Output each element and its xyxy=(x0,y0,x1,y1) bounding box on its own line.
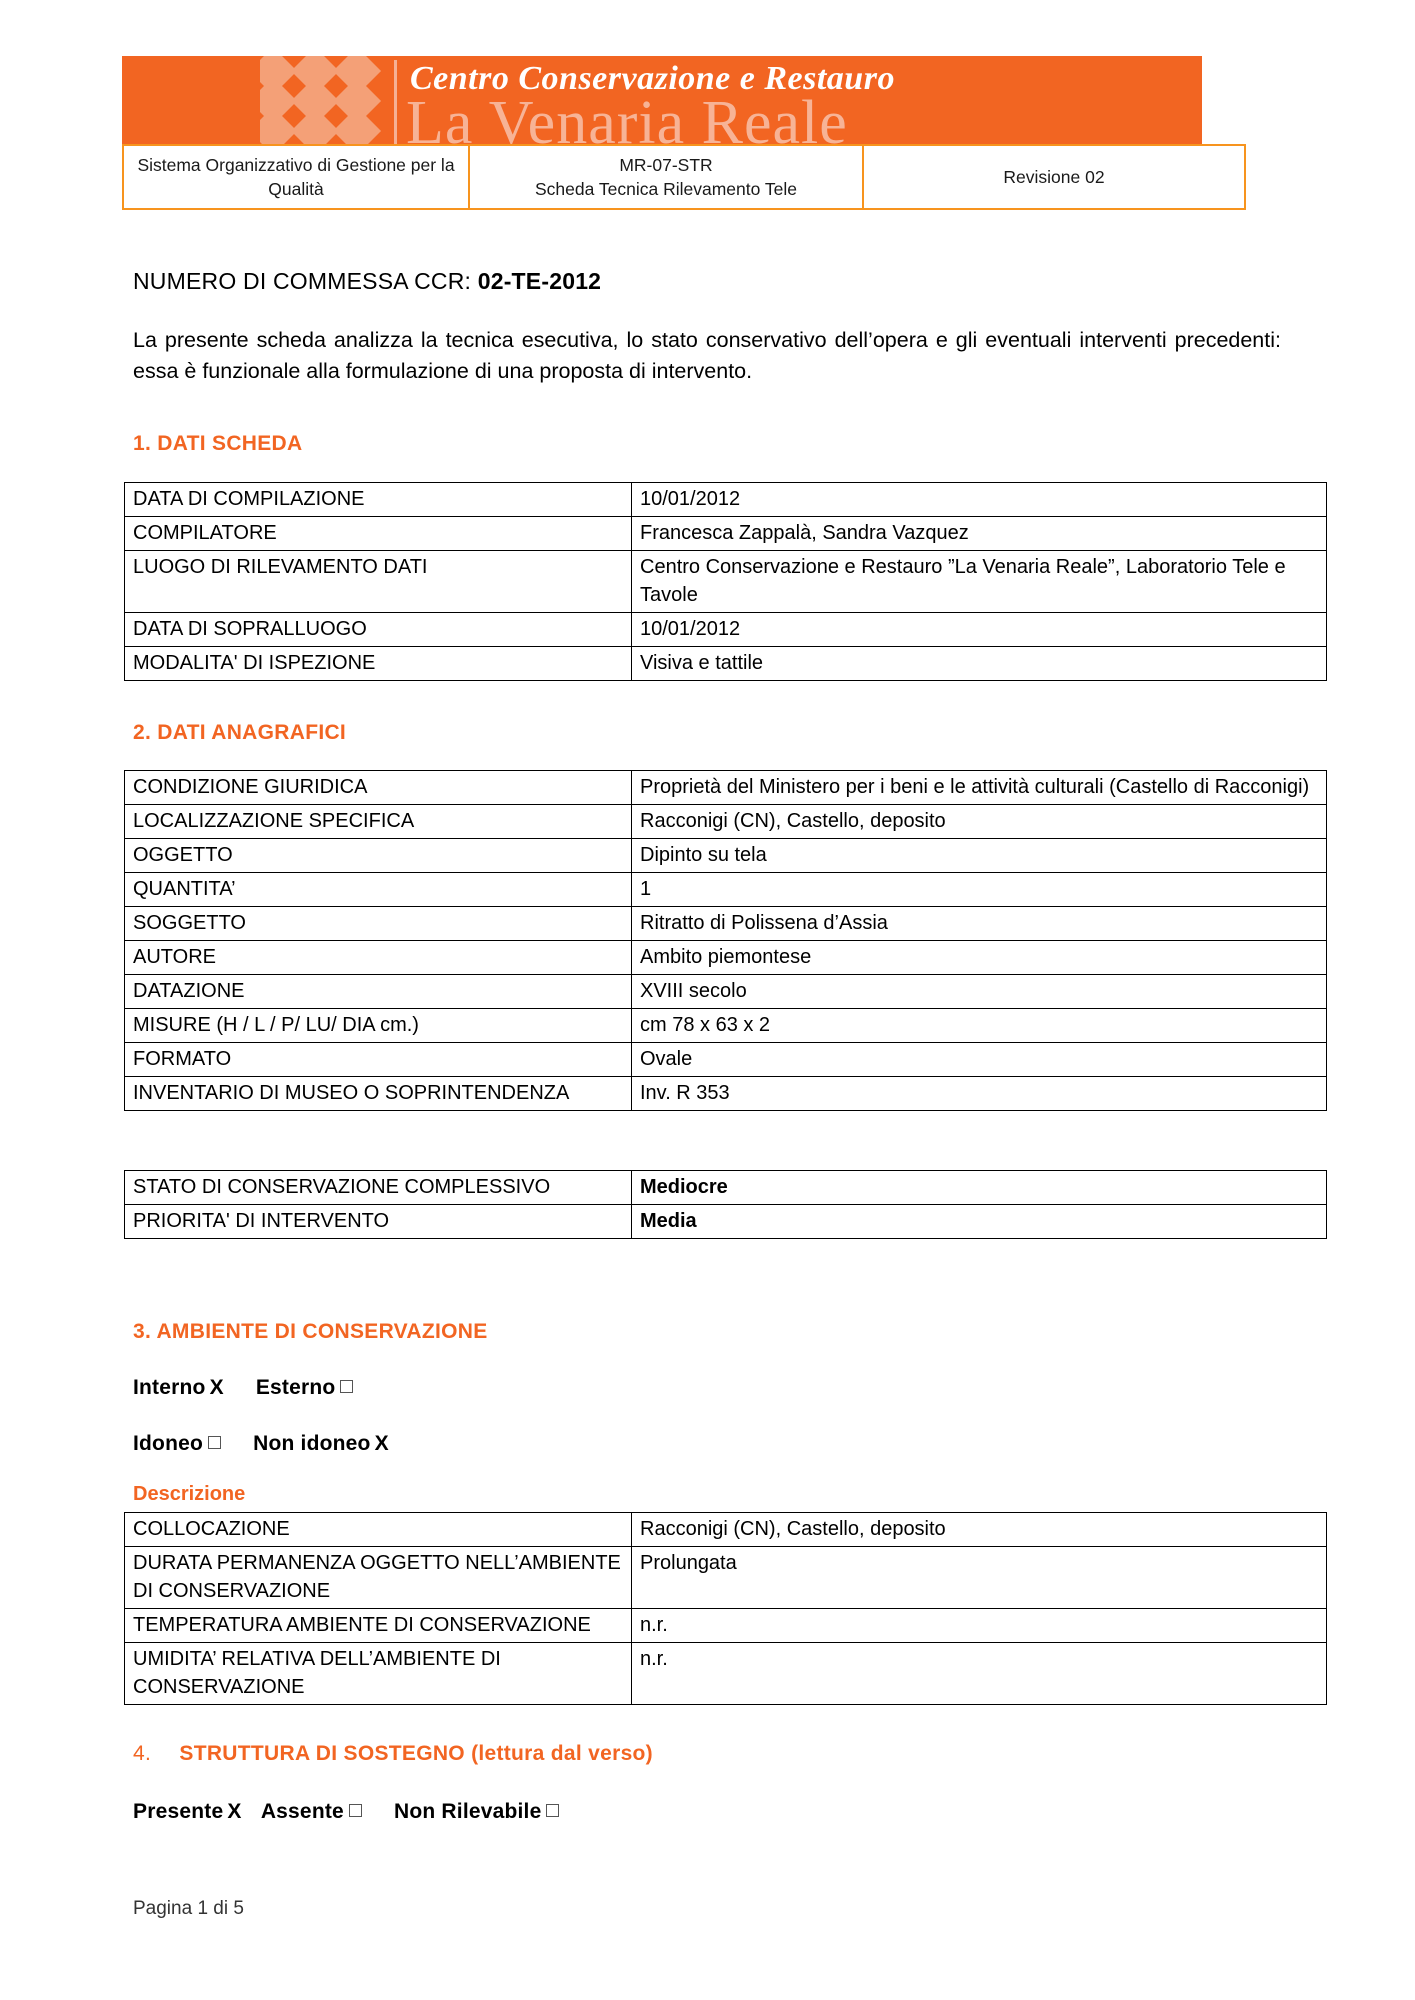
checkbox-empty[interactable] xyxy=(340,1380,353,1393)
row-value: Dipinto su tela xyxy=(632,839,1327,873)
row-label: DATA DI SOPRALLUOGO xyxy=(125,613,632,647)
checkbox-empty[interactable] xyxy=(208,1436,221,1449)
table-row xyxy=(125,873,1327,907)
row-label: DATA DI COMPILAZIONE xyxy=(125,483,632,517)
row-label: QUANTITA’ xyxy=(125,873,632,907)
subheading-descrizione: Descrizione xyxy=(133,1483,246,1505)
table-descrizione-ambiente xyxy=(124,1512,1327,1705)
table-row xyxy=(125,1171,1327,1205)
banner-title-primary: Centro Conservazione e Restauro xyxy=(410,60,895,97)
option-idoneo-label: Idoneo xyxy=(133,1432,204,1455)
checkbox-checked-mark: X xyxy=(227,1800,242,1823)
row-label: MODALITA' DI ISPEZIONE xyxy=(125,647,632,681)
page-footer: Pagina 1 di 5 xyxy=(133,1898,244,1919)
section-heading-1: 1. DATI SCHEDA xyxy=(133,432,303,455)
row-value: Ovale xyxy=(632,1043,1327,1077)
table-stato-conservazione xyxy=(124,1170,1327,1239)
option-esterno-label: Esterno xyxy=(255,1376,336,1399)
table-row xyxy=(125,1643,1327,1705)
row-label: COLLOCAZIONE xyxy=(125,1513,632,1547)
option-idoneo[interactable] xyxy=(133,1432,221,1455)
header-cell-system: Sistema Organizzativo di Gestione per la Qualità xyxy=(123,145,469,209)
table-dati-anagrafici xyxy=(124,770,1327,1111)
table-dati-scheda xyxy=(124,482,1327,681)
row-value: Inv. R 353 xyxy=(632,1077,1327,1111)
option-line-interno-esterno xyxy=(133,1376,353,1400)
row-value: Visiva e tattile xyxy=(632,647,1327,681)
row-label: AUTORE xyxy=(125,941,632,975)
section-heading-2: 2. DATI ANAGRAFICI xyxy=(133,721,347,744)
header-code-value: MR-07-STR xyxy=(619,155,713,175)
row-label: LOCALIZZAZIONE SPECIFICA xyxy=(125,805,632,839)
section-4-title: STRUTTURA DI SOSTEGNO (lettura dal verso) xyxy=(179,1742,653,1765)
document-header-table xyxy=(122,144,1246,210)
row-label: FORMATO xyxy=(125,1043,632,1077)
row-label: SOGGETTO xyxy=(125,907,632,941)
checkbox-checked-mark: X xyxy=(374,1432,389,1455)
row-label: INVENTARIO DI MUSEO O SOPRINTENDENZA xyxy=(125,1077,632,1111)
commessa-label: NUMERO DI COMMESSA CCR: xyxy=(133,268,472,294)
table-row xyxy=(125,647,1327,681)
row-value: Mediocre xyxy=(632,1171,1327,1205)
table-row xyxy=(125,771,1327,805)
option-non-idoneo-label: Non idoneo xyxy=(253,1432,371,1455)
table-row xyxy=(125,551,1327,613)
option-line-struttura xyxy=(133,1800,559,1824)
row-value: XVIII secolo xyxy=(632,975,1327,1009)
row-label: UMIDITA’ RELATIVA DELL’AMBIENTE DI CONSERVAZIONE xyxy=(125,1643,632,1705)
option-assente-label: Assente xyxy=(260,1800,344,1823)
checkbox-empty[interactable] xyxy=(546,1804,559,1817)
option-non-rilevabile-label: Non Rilevabile xyxy=(393,1800,542,1823)
option-presente[interactable] xyxy=(133,1800,242,1823)
row-value: Prolungata xyxy=(632,1547,1327,1609)
commessa-value: 02-TE-2012 xyxy=(477,268,602,294)
option-esterno[interactable] xyxy=(256,1376,354,1399)
table-row xyxy=(125,1547,1327,1609)
row-label: OGGETTO xyxy=(125,839,632,873)
table-row xyxy=(125,1009,1327,1043)
row-value: Racconigi (CN), Castello, deposito xyxy=(632,805,1327,839)
row-label: MISURE (H / L / P/ LU/ DIA cm.) xyxy=(125,1009,632,1043)
banner-title-secondary: La Venaria Reale xyxy=(406,89,848,144)
header-table-row xyxy=(123,145,1245,209)
row-value: Centro Conservazione e Restauro ”La Venaria Reale”, Laboratorio Tele e Tavole xyxy=(632,551,1327,613)
table-row xyxy=(125,613,1327,647)
row-value: Racconigi (CN), Castello, deposito xyxy=(632,1513,1327,1547)
row-value: Ritratto di Polissena d’Assia xyxy=(632,907,1327,941)
option-interno[interactable] xyxy=(133,1376,224,1399)
checkbox-empty[interactable] xyxy=(349,1804,362,1817)
table-row xyxy=(125,517,1327,551)
table-row xyxy=(125,805,1327,839)
row-label: CONDIZIONE GIURIDICA xyxy=(125,771,632,805)
row-label: DATAZIONE xyxy=(125,975,632,1009)
row-label: TEMPERATURA AMBIENTE DI CONSERVAZIONE xyxy=(125,1609,632,1643)
row-value: cm 78 x 63 x 2 xyxy=(632,1009,1327,1043)
option-interno-label: Interno xyxy=(133,1376,206,1399)
table-row xyxy=(125,1513,1327,1547)
header-code-subtitle: Scheda Tecnica Rilevamento Tele xyxy=(534,179,797,199)
row-label: LUOGO DI RILEVAMENTO DATI xyxy=(125,551,632,613)
table-row xyxy=(125,975,1327,1009)
option-non-idoneo[interactable] xyxy=(253,1432,389,1455)
table-row xyxy=(125,941,1327,975)
header-banner xyxy=(122,56,1202,144)
table-row xyxy=(125,1043,1327,1077)
option-assente[interactable] xyxy=(261,1800,362,1823)
row-label: PRIORITA' DI INTERVENTO xyxy=(125,1205,632,1239)
row-value: Ambito piemontese xyxy=(632,941,1327,975)
row-value: n.r. xyxy=(632,1609,1327,1643)
option-presente-label: Presente xyxy=(133,1800,224,1823)
row-label: STATO DI CONSERVAZIONE COMPLESSIVO xyxy=(125,1171,632,1205)
row-value: 1 xyxy=(632,873,1327,907)
table-row xyxy=(125,483,1327,517)
section-heading-4 xyxy=(133,1742,653,1766)
option-non-rilevabile[interactable] xyxy=(394,1800,560,1823)
row-label: DURATA PERMANENZA OGGETTO NELL’AMBIENTE DI CONSERVAZIONE xyxy=(125,1547,632,1609)
row-value: 10/01/2012 xyxy=(632,613,1327,647)
row-value: Proprietà del Ministero per i beni e le attività culturali (Castello di Racconigi) xyxy=(632,771,1327,805)
row-value: Media xyxy=(632,1205,1327,1239)
banner-divider xyxy=(394,60,397,144)
row-value: 10/01/2012 xyxy=(632,483,1327,517)
header-cell-code xyxy=(469,145,863,209)
option-line-idoneo xyxy=(133,1432,389,1456)
commessa-line xyxy=(133,268,601,295)
diamond-grid-logo-icon xyxy=(260,56,384,144)
table-row xyxy=(125,839,1327,873)
row-value: n.r. xyxy=(632,1643,1327,1705)
table-row xyxy=(125,907,1327,941)
checkbox-checked-mark: X xyxy=(209,1376,224,1399)
table-row xyxy=(125,1609,1327,1643)
row-value: Francesca Zappalà, Sandra Vazquez xyxy=(632,517,1327,551)
table-row xyxy=(125,1205,1327,1239)
table-row xyxy=(125,1077,1327,1111)
section-heading-3: 3. AMBIENTE DI CONSERVAZIONE xyxy=(133,1320,488,1343)
intro-paragraph: La presente scheda analizza la tecnica esecutiva, lo stato conservativo dell’opera e gli eventuali interventi precedenti: essa è funzionale alla formulazione di una proposta di intervento. xyxy=(133,328,1281,383)
section-4-number: 4. xyxy=(133,1742,152,1765)
row-label: COMPILATORE xyxy=(125,517,632,551)
header-cell-revision: Revisione 02 xyxy=(863,145,1245,209)
